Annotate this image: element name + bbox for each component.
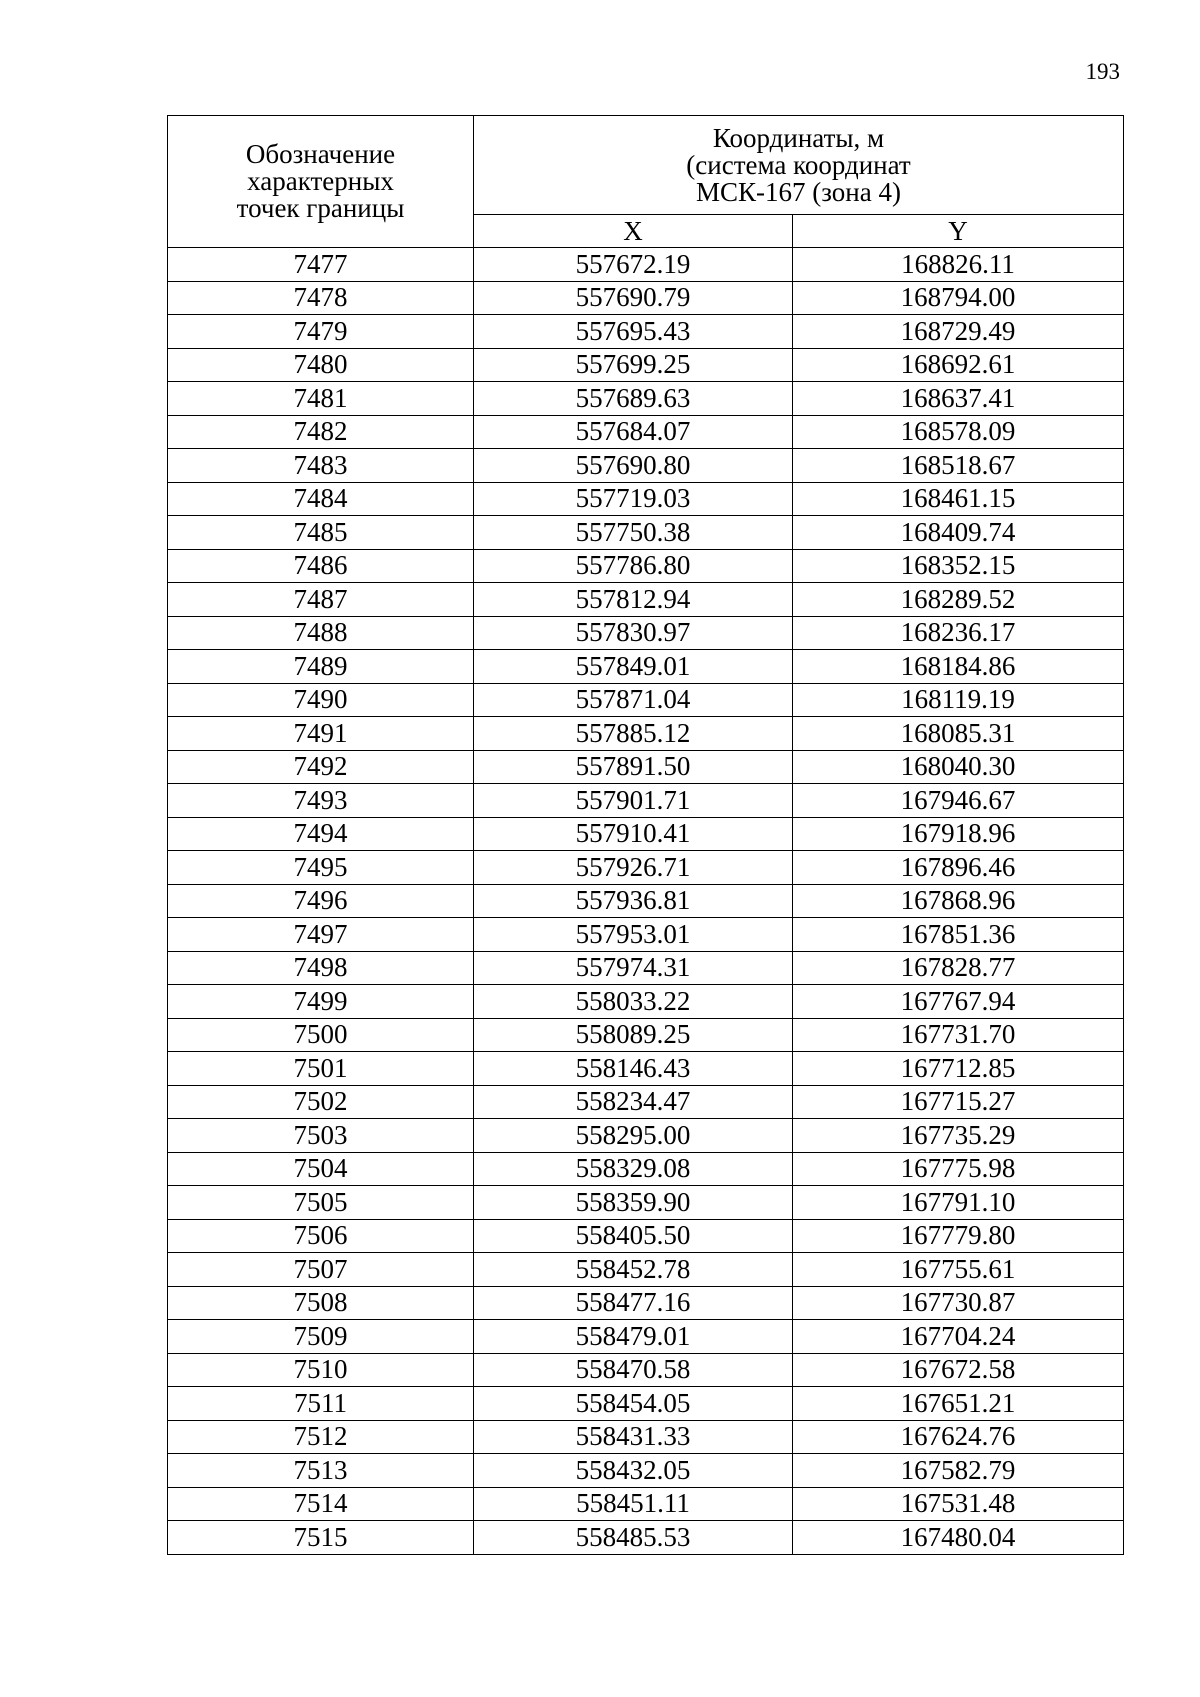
table-row [168,382,1124,416]
y-cell: 167896.46 [793,851,1124,885]
y-cell: 168119.19 [793,683,1124,717]
x-cell: 558477.16 [474,1286,793,1320]
y-cell: 167918.96 [793,817,1124,851]
y-cell: 168236.17 [793,616,1124,650]
x-cell: 557786.80 [474,549,793,583]
x-cell: 558359.90 [474,1186,793,1220]
x-cell: 558479.01 [474,1320,793,1354]
point-cell: 7483 [168,449,474,483]
header-label-line: характерных [247,166,394,196]
point-cell: 7514 [168,1487,474,1521]
y-cell: 167828.77 [793,951,1124,985]
x-cell: 557830.97 [474,616,793,650]
y-cell: 168518.67 [793,449,1124,483]
header-x: X [474,215,793,248]
x-cell: 558432.05 [474,1454,793,1488]
x-cell: 557910.41 [474,817,793,851]
point-cell: 7500 [168,1018,474,1052]
y-cell: 167531.48 [793,1487,1124,1521]
table-row [168,449,1124,483]
y-cell: 168637.41 [793,382,1124,416]
x-cell: 557699.25 [474,348,793,382]
y-cell: 168409.74 [793,516,1124,550]
y-cell: 167868.96 [793,884,1124,918]
y-cell: 167775.98 [793,1152,1124,1186]
x-cell: 558295.00 [474,1119,793,1153]
x-cell: 557719.03 [474,482,793,516]
table-row [168,817,1124,851]
x-cell: 557695.43 [474,315,793,349]
y-cell: 167791.10 [793,1186,1124,1220]
table-row [168,1353,1124,1387]
point-cell: 7498 [168,951,474,985]
y-cell: 168794.00 [793,281,1124,315]
point-cell: 7477 [168,248,474,282]
y-cell: 167651.21 [793,1387,1124,1421]
point-cell: 7503 [168,1119,474,1153]
y-cell: 167704.24 [793,1320,1124,1354]
point-cell: 7492 [168,750,474,784]
point-cell: 7508 [168,1286,474,1320]
table-row [168,281,1124,315]
table-row [168,1186,1124,1220]
point-cell: 7484 [168,482,474,516]
point-cell: 7497 [168,918,474,952]
x-cell: 558431.33 [474,1420,793,1454]
y-cell: 167946.67 [793,784,1124,818]
y-cell: 167735.29 [793,1119,1124,1153]
point-cell: 7513 [168,1454,474,1488]
point-cell: 7482 [168,415,474,449]
point-cell: 7501 [168,1052,474,1086]
x-cell: 557901.71 [474,784,793,818]
x-cell: 557690.79 [474,281,793,315]
point-cell: 7491 [168,717,474,751]
point-cell: 7489 [168,650,474,684]
y-cell: 167672.58 [793,1353,1124,1387]
x-cell: 558451.11 [474,1487,793,1521]
header-y: Y [793,215,1124,248]
point-cell: 7495 [168,851,474,885]
table-row [168,348,1124,382]
header-point-designation [168,116,474,248]
table-row [168,1052,1124,1086]
table-row [168,583,1124,617]
point-cell: 7502 [168,1085,474,1119]
y-cell: 167582.79 [793,1454,1124,1488]
y-cell: 168085.31 [793,717,1124,751]
table-row [168,1286,1124,1320]
header-coordinates [474,116,1124,215]
table-row [168,1219,1124,1253]
table-row [168,985,1124,1019]
point-cell: 7480 [168,348,474,382]
y-cell: 168040.30 [793,750,1124,784]
point-cell: 7494 [168,817,474,851]
coordinates-table [167,115,1124,1555]
x-cell: 558454.05 [474,1387,793,1421]
x-cell: 557684.07 [474,415,793,449]
table-row [168,1119,1124,1153]
table-row [168,1152,1124,1186]
x-cell: 557672.19 [474,248,793,282]
x-cell: 558234.47 [474,1085,793,1119]
x-cell: 558452.78 [474,1253,793,1287]
x-cell: 557690.80 [474,449,793,483]
header-label-line: точек границы [236,193,405,223]
table-row [168,750,1124,784]
point-cell: 7478 [168,281,474,315]
point-cell: 7505 [168,1186,474,1220]
y-cell: 167755.61 [793,1253,1124,1287]
table-row [168,851,1124,885]
point-cell: 7490 [168,683,474,717]
y-cell: 168184.86 [793,650,1124,684]
x-cell: 558329.08 [474,1152,793,1186]
header-label-line: Обозначение [245,139,396,169]
table-body [168,248,1124,1555]
y-cell: 167480.04 [793,1521,1124,1555]
table-row [168,1018,1124,1052]
table-row [168,1454,1124,1488]
y-cell: 167624.76 [793,1420,1124,1454]
table-row [168,415,1124,449]
table-row [168,516,1124,550]
table-row [168,784,1124,818]
point-cell: 7486 [168,549,474,583]
table-row [168,717,1124,751]
y-cell: 167851.36 [793,918,1124,952]
y-cell: 167730.87 [793,1286,1124,1320]
point-cell: 7504 [168,1152,474,1186]
point-cell: 7496 [168,884,474,918]
x-cell: 557891.50 [474,750,793,784]
point-cell: 7487 [168,583,474,617]
x-cell: 557936.81 [474,884,793,918]
page-number: 193 [1085,59,1120,84]
point-cell: 7515 [168,1521,474,1555]
table-row [168,1320,1124,1354]
y-cell: 167731.70 [793,1018,1124,1052]
table-row [168,248,1124,282]
y-cell: 168826.11 [793,248,1124,282]
y-cell: 168729.49 [793,315,1124,349]
x-cell: 558033.22 [474,985,793,1019]
table-row [168,616,1124,650]
x-cell: 557750.38 [474,516,793,550]
x-cell: 557926.71 [474,851,793,885]
table-row [168,1253,1124,1287]
point-cell: 7499 [168,985,474,1019]
point-cell: 7493 [168,784,474,818]
x-cell: 557953.01 [474,918,793,952]
table-header [168,116,1124,248]
table-row [168,683,1124,717]
point-cell: 7511 [168,1387,474,1421]
point-cell: 7510 [168,1353,474,1387]
y-cell: 168352.15 [793,549,1124,583]
x-cell: 557812.94 [474,583,793,617]
point-cell: 7481 [168,382,474,416]
table-row [168,884,1124,918]
x-cell: 558485.53 [474,1521,793,1555]
point-cell: 7488 [168,616,474,650]
x-cell: 557689.63 [474,382,793,416]
point-cell: 7506 [168,1219,474,1253]
table-row [168,549,1124,583]
point-cell: 7485 [168,516,474,550]
x-cell: 557885.12 [474,717,793,751]
table-row [168,1387,1124,1421]
x-cell: 558405.50 [474,1219,793,1253]
y-cell: 168289.52 [793,583,1124,617]
table-row [168,315,1124,349]
y-cell: 167779.80 [793,1219,1124,1253]
y-cell: 167767.94 [793,985,1124,1019]
x-cell: 558470.58 [474,1353,793,1387]
table-row [168,1521,1124,1555]
x-cell: 558089.25 [474,1018,793,1052]
point-cell: 7509 [168,1320,474,1354]
point-cell: 7507 [168,1253,474,1287]
x-cell: 557849.01 [474,650,793,684]
x-cell: 557871.04 [474,683,793,717]
x-cell: 558146.43 [474,1052,793,1086]
y-cell: 168578.09 [793,415,1124,449]
table-row [168,1487,1124,1521]
header-coords-line: (система координат [686,149,911,180]
point-cell: 7512 [168,1420,474,1454]
header-coords-line: Координаты, м [712,122,885,153]
table-row [168,482,1124,516]
x-cell: 557974.31 [474,951,793,985]
y-cell: 168692.61 [793,348,1124,382]
y-cell: 167715.27 [793,1085,1124,1119]
point-cell: 7479 [168,315,474,349]
table-row [168,1420,1124,1454]
header-coords-line: МСК-167 (зона 4) [696,176,901,207]
y-cell: 167712.85 [793,1052,1124,1086]
y-cell: 168461.15 [793,482,1124,516]
table-row [168,951,1124,985]
table-row [168,650,1124,684]
table-row [168,918,1124,952]
table-row [168,1085,1124,1119]
